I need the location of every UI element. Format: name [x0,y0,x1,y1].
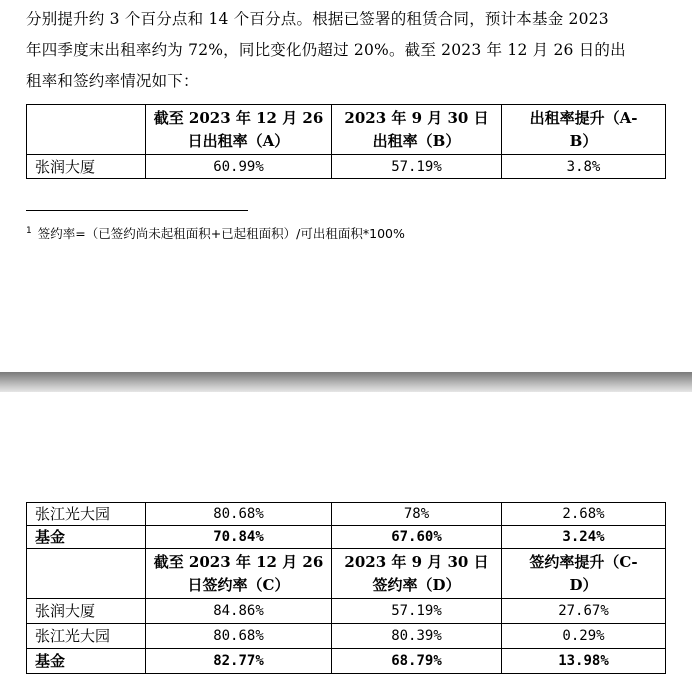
page-separator [0,372,692,392]
cell-value: 68.79% [332,649,502,674]
cell-value: 57.19% [332,599,502,624]
cell-value: 78% [332,503,502,526]
row-name: 基金 [27,649,146,674]
paragraph-line: 租率和签约率情况如下： [26,72,199,90]
table-row [27,624,666,649]
footnote-text: 签约率=（已签约尚未起租面积+已起租面积）/可出租面积*100% [37,226,405,241]
row-name: 张江光大园 [27,503,146,526]
row-name: 基金 [27,526,146,549]
footnote-divider [26,210,248,211]
footnote-marker: 1 [26,225,32,236]
cell-value: 82.77% [146,649,332,674]
body-paragraph [26,4,676,97]
header-cell-occupancy-change: 出租率提升（A- B） [502,105,666,155]
cell-value: 60.99% [146,155,332,179]
cell-value: 57.19% [332,155,502,179]
table-row [27,155,666,179]
cell-value: 3.24% [502,526,666,549]
document-page-bottom [0,392,692,679]
continued-table [26,502,666,674]
cell-value: 80.68% [146,624,332,649]
paragraph-line: 分别提升约 3 个百分点和 14 个百分点。根据已签署的租赁合同，预计本基金 2023 [26,10,609,28]
table-header-row [27,549,666,599]
cell-value: 3.8% [502,155,666,179]
header-cell-empty [27,105,146,155]
cell-value: 0.29% [502,624,666,649]
cell-value: 13.98% [502,649,666,674]
row-name: 张润大厦 [27,155,146,179]
header-cell-occupancy-current: 截至 2023 年 12 月 26 日出租率（A） [146,105,332,155]
table-row [27,599,666,624]
occupancy-table [26,104,666,179]
cell-value: 67.60% [332,526,502,549]
header-cell-signing-change: 签约率提升（C- D） [502,549,666,599]
row-name: 张江光大园 [27,624,146,649]
cell-value: 80.68% [146,503,332,526]
cell-value: 27.67% [502,599,666,624]
cell-value: 2.68% [502,503,666,526]
cell-value: 80.39% [332,624,502,649]
table-row-total [27,649,666,674]
footnote [26,224,405,242]
table-row [27,503,666,526]
table-header-row [27,105,666,155]
cell-value: 70.84% [146,526,332,549]
header-cell-signing-current: 截至 2023 年 12 月 26 日签约率（C） [146,549,332,599]
header-cell-signing-prior: 2023 年 9 月 30 日 签约率（D） [332,549,502,599]
header-cell-occupancy-prior: 2023 年 9 月 30 日 出租率（B） [332,105,502,155]
row-name: 张润大厦 [27,599,146,624]
paragraph-line: 年四季度末出租率约为 72%，同比变化仍超过 20%。截至 2023 年 12 月 26 日的出 [26,41,626,59]
table-row-total [27,526,666,549]
header-cell-empty [27,549,146,599]
cell-value: 84.86% [146,599,332,624]
